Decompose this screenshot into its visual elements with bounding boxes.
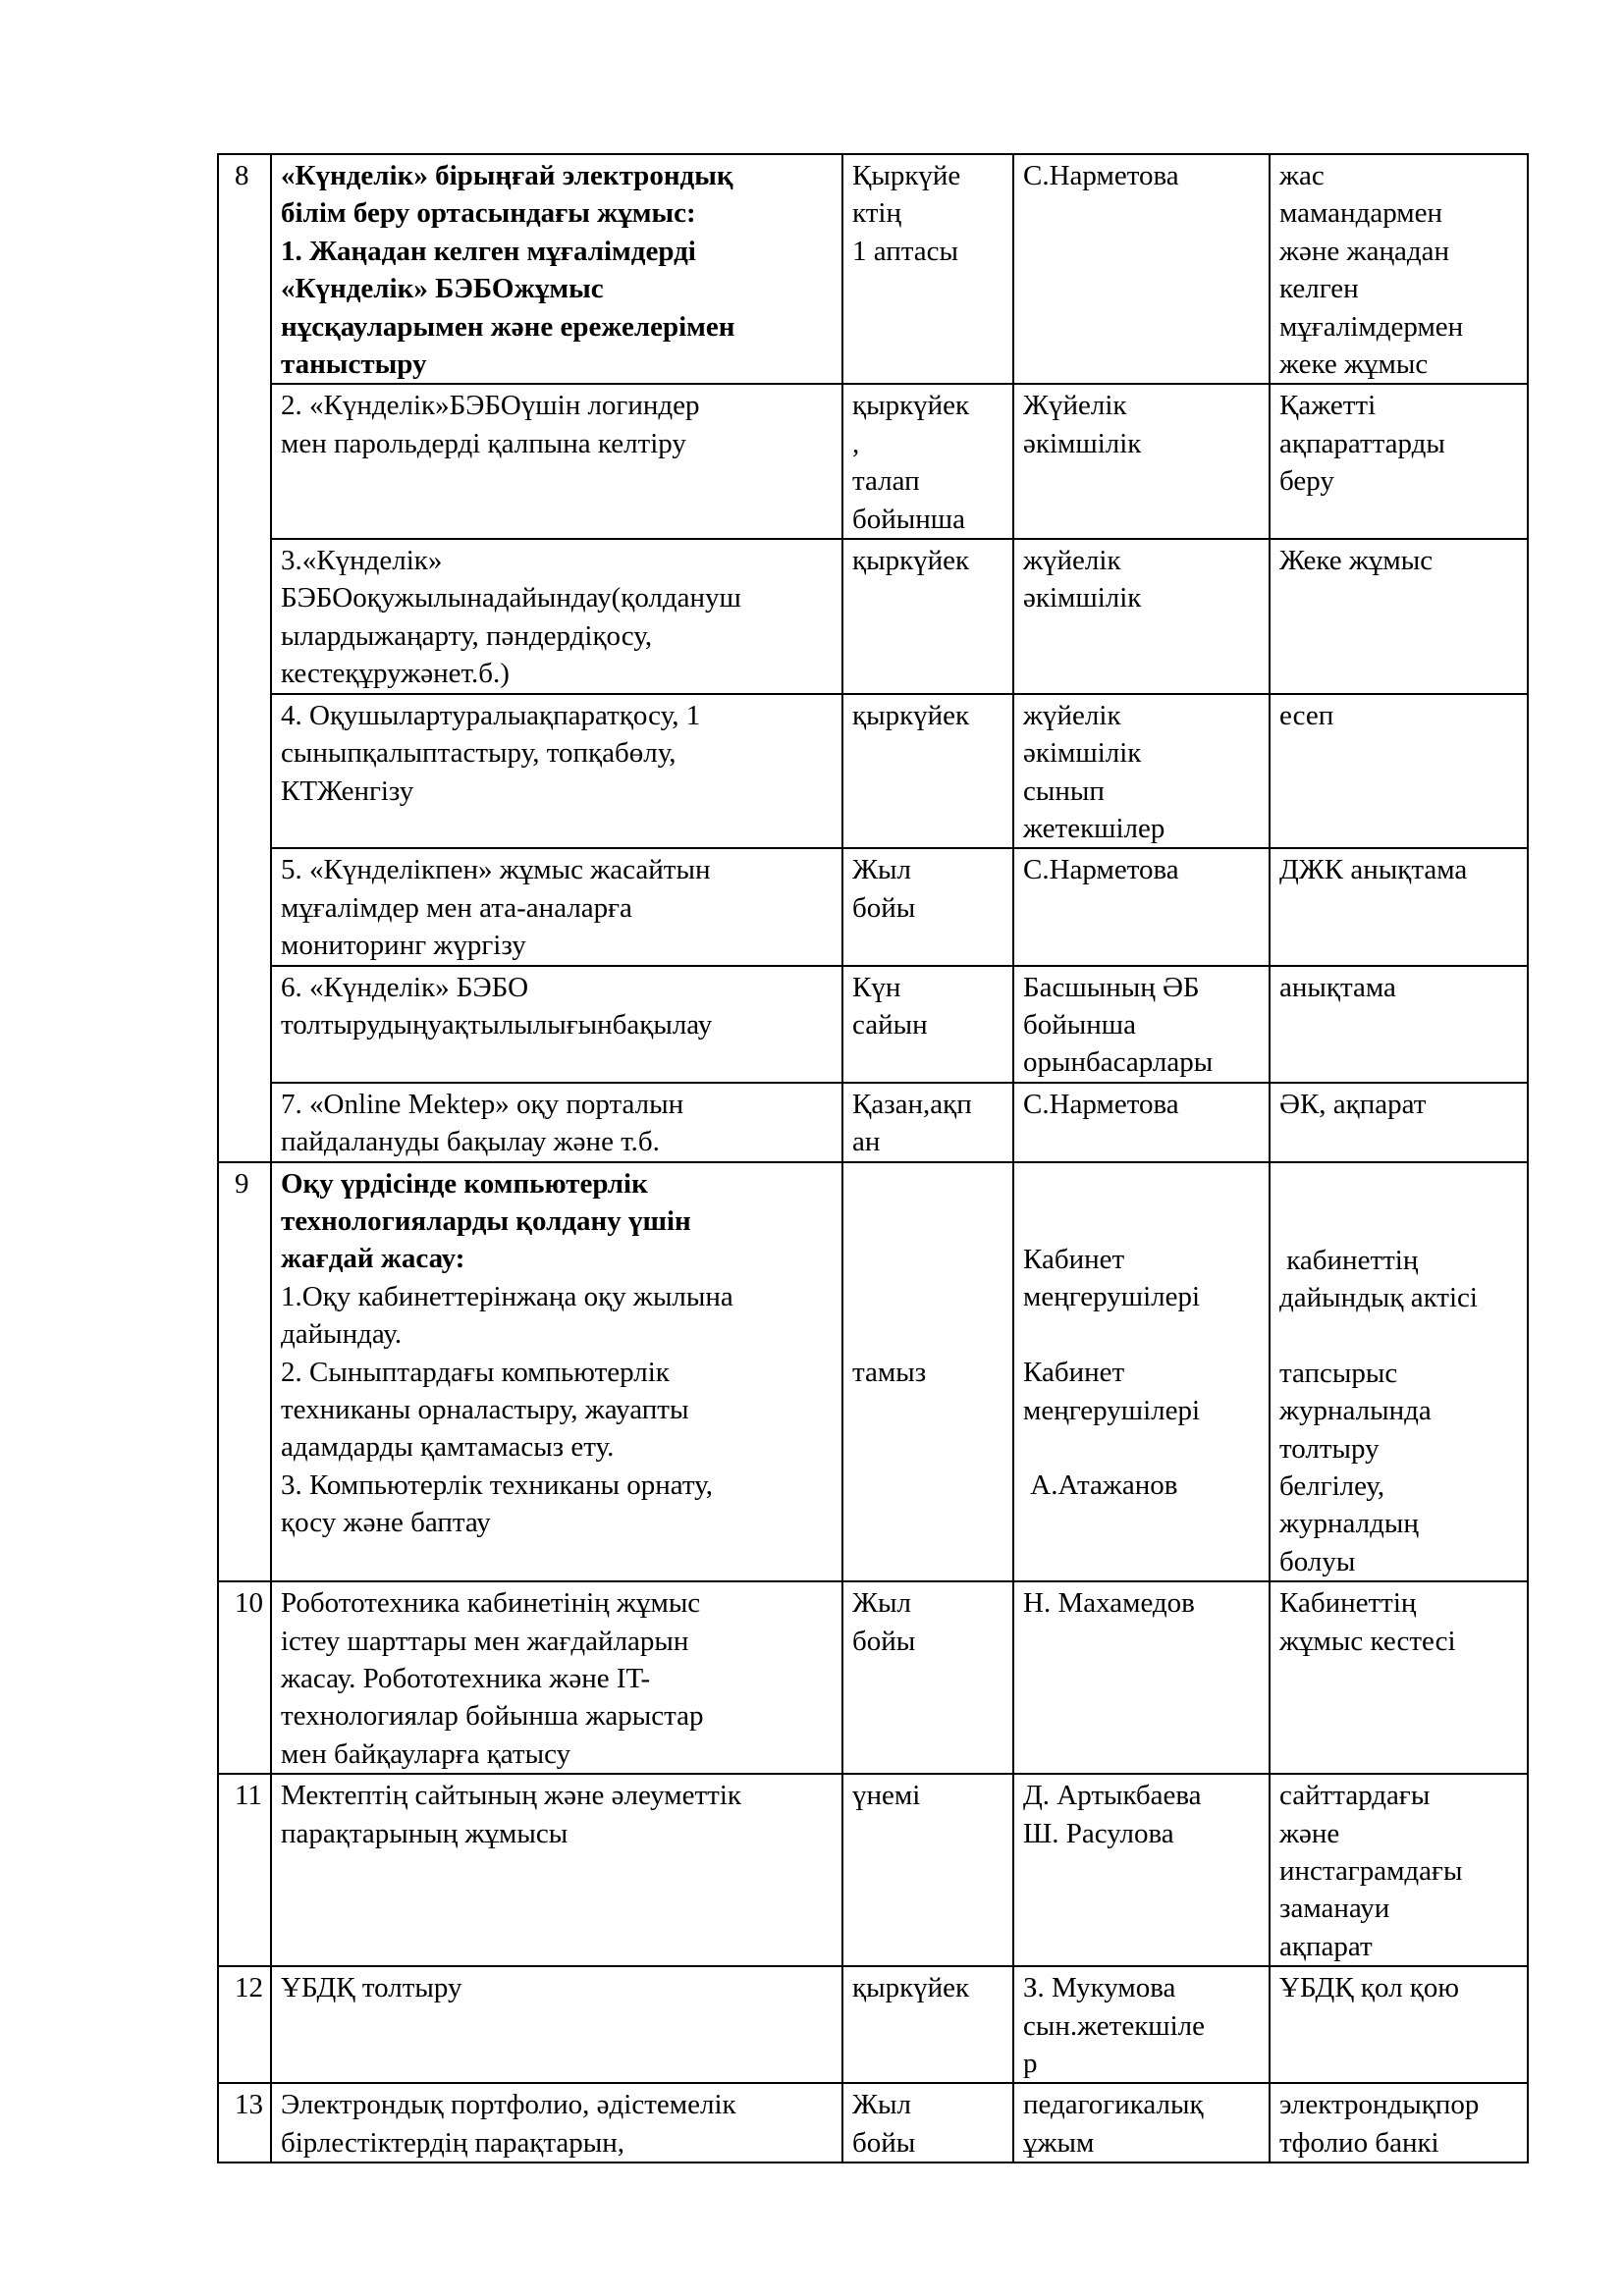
cell-line: кестеқұружәнет.б.)	[281, 658, 510, 690]
cell-line: Оқу үрдісінде компьютерлік	[281, 1167, 648, 1200]
cell-line: тамыз	[852, 1357, 927, 1389]
cell-line: заманауи	[1279, 1893, 1390, 1925]
task-cell	[271, 154, 842, 384]
cell-line: Жеке жұмыс	[1279, 545, 1434, 577]
cell-line: БЭБОоқужылынадайындау(қолдануш	[281, 582, 741, 614]
cell-line: Жыл	[852, 2089, 911, 2121]
table-row	[218, 1162, 1528, 1582]
cell-line: меңгерушілері	[1023, 1281, 1201, 1313]
term-cell	[842, 848, 1013, 965]
cell-line: бойы	[852, 1625, 916, 1657]
responsible-cell	[1013, 1966, 1270, 2083]
result-cell	[1270, 2083, 1528, 2163]
cell-line: толтырудыңуақтылылығынбақылау	[281, 1008, 713, 1041]
cell-line: есеп	[1279, 699, 1334, 731]
cell-line: 4. Оқушылартуралыақпаратқосу, 1	[281, 699, 701, 731]
cell-line: таныстыру	[281, 348, 427, 381]
cell-line: дайындау.	[281, 1318, 403, 1351]
row-number: 10	[218, 1581, 271, 1774]
cell-line: ҰБДҚ қол қою	[1279, 1972, 1460, 2004]
cell-line: журналдың	[1279, 1508, 1419, 1540]
cell-line: қосу және баптау	[281, 1507, 491, 1539]
responsible-cell	[1013, 1581, 1270, 1774]
cell-line: жүйелік	[1023, 545, 1121, 577]
cell-line: Кабинеттің	[1279, 1587, 1417, 1620]
cell-line: Робототехника кабинетінің жұмыс	[281, 1587, 701, 1620]
cell-line: мен парольдерді қалпына келтіру	[281, 427, 686, 459]
cell-line: орынбасарлары	[1023, 1046, 1214, 1079]
cell-line: журналында	[1279, 1395, 1432, 1427]
cell-line: сайын	[852, 1008, 928, 1041]
cell-line: әкімшілік	[1023, 582, 1142, 614]
table-row	[218, 154, 1528, 384]
cell-line: тапсырыс	[1279, 1357, 1398, 1389]
cell-line: ақпараттарды	[1279, 427, 1445, 459]
cell-line: пайдалануды бақылау және т.б.	[281, 1126, 660, 1158]
cell-line: З. Мукумова	[1023, 1972, 1176, 2004]
responsible-cell	[1013, 966, 1270, 1083]
cell-line: талап	[852, 465, 920, 498]
cell-line: мамандармен	[1279, 197, 1442, 230]
cell-line: мұғалімдермен	[1279, 310, 1464, 343]
result-cell	[1270, 384, 1528, 539]
cell-line	[1023, 1316, 1260, 1354]
cell-line: сынып	[1023, 774, 1105, 807]
result-cell	[1270, 848, 1528, 965]
task-body	[281, 1278, 833, 1542]
table-row	[218, 384, 1528, 539]
cell-line: адамдарды қамтамасыз ету.	[281, 1431, 615, 1464]
table-row	[218, 1966, 1528, 2083]
cell-line	[1023, 1429, 1260, 1467]
table-row	[218, 539, 1528, 694]
cell-line: технологиялар бойынша жарыстар	[281, 1700, 704, 1733]
cell-line: ктің	[852, 197, 901, 230]
cell-line: 1 аптасы	[852, 235, 959, 267]
cell-line: 5. «Күнделікпен» жұмыс жасайтын	[281, 854, 711, 886]
cell-line: «Күнделік» БЭБОжұмыс	[281, 273, 604, 305]
cell-line: қыркүйек	[852, 699, 970, 731]
cell-line: бойынша	[852, 503, 965, 535]
cell-line: ан	[852, 1126, 881, 1158]
task-cell	[271, 1581, 842, 1774]
cell-line: 7. «Online Mektep» оқу порталын	[281, 1088, 684, 1120]
responsible-cell	[1013, 694, 1270, 849]
cell-line: жас	[1279, 160, 1325, 191]
cell-line: мониторинг жүргізу	[281, 930, 526, 962]
cell-line: ,	[852, 427, 860, 459]
cell-line: КТЖенгізу	[281, 774, 414, 807]
work-plan-table	[217, 153, 1529, 2163]
cell-line: әкімшілік	[1023, 427, 1142, 459]
cell-line: бойы	[852, 891, 916, 924]
table-row	[218, 966, 1528, 1083]
cell-line: сын.жетекшіле	[1023, 2009, 1206, 2042]
responsible-cell	[1013, 384, 1270, 539]
cell-line: қыркүйек	[852, 545, 970, 577]
table-row	[218, 2083, 1528, 2163]
cell-line: бойынша	[1023, 1008, 1136, 1041]
cell-line: әкімшілік	[1023, 737, 1142, 770]
cell-line: педагогикалық	[1023, 2089, 1204, 2121]
cell-line: Электрондық портфолио, әдістемелік	[281, 2089, 736, 2121]
cell-line: «Күнделік» бірыңғай электрондық	[281, 160, 733, 191]
cell-line: мен байқауларға қатысу	[281, 1737, 571, 1770]
cell-line: меңгерушілері	[1023, 1394, 1201, 1426]
result-cell	[1270, 1966, 1528, 2083]
term-cell	[842, 2083, 1013, 2163]
cell-line: ДЖК анықтама	[1279, 854, 1468, 886]
cell-line: жетекшілер	[1023, 812, 1165, 844]
responsible-cell	[1013, 154, 1270, 384]
cell-line: 2. Сыныптардағы компьютерлік	[281, 1356, 670, 1388]
cell-line: Қажетті	[1279, 390, 1377, 422]
responsible-cell	[1013, 1774, 1270, 1966]
cell-line: электрондықпор	[1279, 2089, 1480, 2121]
cell-line: бойы	[852, 2126, 916, 2159]
table-row	[218, 694, 1528, 849]
cell-line: және жаңадан	[1279, 235, 1449, 267]
row-number: 12	[218, 1966, 271, 2083]
result-cell	[1270, 154, 1528, 384]
cell-line: белгілеу,	[1279, 1469, 1385, 1502]
cell-line: Кабинет	[1023, 1357, 1125, 1389]
cell-line: С.Нарметова	[1023, 160, 1179, 191]
cell-line	[1279, 1316, 1518, 1354]
term-cell	[842, 539, 1013, 694]
term-cell	[842, 384, 1013, 539]
cell-line: ұжым	[1023, 2126, 1095, 2159]
cell-line: Қазан,ақп	[852, 1088, 972, 1120]
cell-line: ӘК, ақпарат	[1279, 1088, 1427, 1120]
cell-line: тфолио банкі	[1279, 2126, 1439, 2159]
result-cell	[1270, 539, 1528, 694]
cell-line: сайттардағы	[1279, 1780, 1431, 1812]
row-number: 13	[218, 2083, 271, 2163]
term-cell	[842, 1162, 1013, 1582]
cell-line: р	[1023, 2048, 1038, 2080]
row-number: 8	[218, 154, 271, 1162]
term-cell	[842, 1774, 1013, 1966]
term-cell	[842, 966, 1013, 1083]
cell-line: С.Нарметова	[1023, 1088, 1179, 1120]
cell-line: бірлестіктердің парақтарын,	[281, 2126, 625, 2159]
cell-line: 2. «Күнделік»БЭБОүшін логиндер	[281, 390, 700, 422]
task-cell	[271, 1162, 842, 1582]
cell-line: сыныпқалыптастыру, топқабөлу,	[281, 737, 677, 770]
cell-line: жасау. Робототехника және IT-	[281, 1663, 651, 1695]
responsible-cell	[1013, 1083, 1270, 1162]
cell-line: ақпарат	[1279, 1930, 1373, 1962]
cell-line: 3.«Күнделік»	[281, 545, 443, 577]
cell-line: 3. Компьютерлік техниканы орнату,	[281, 1468, 714, 1501]
result-cell	[1270, 1581, 1528, 1774]
task-cell	[271, 384, 842, 539]
cell-line: жеке жұмыс	[1279, 348, 1429, 381]
task-cell	[271, 539, 842, 694]
cell-line: Жыл	[852, 854, 911, 886]
cell-line: білім беру ортасындағы жұмыс:	[281, 197, 696, 230]
cell-line: Күн	[852, 971, 901, 1003]
term-cell	[842, 1966, 1013, 2083]
task-cell	[271, 848, 842, 965]
table-row	[218, 1083, 1528, 1162]
cell-line: жағдай жасау:	[281, 1243, 465, 1275]
cell-line: Жүйелік	[1023, 390, 1127, 422]
task-cell	[271, 966, 842, 1083]
cell-line: парақтарының жұмысы	[281, 1817, 568, 1849]
cell-line: қыркүйек	[852, 390, 970, 422]
term-cell	[842, 1581, 1013, 1774]
responsible-cell	[1013, 848, 1270, 965]
cell-line: келген	[1279, 273, 1359, 305]
cell-line: істеу шарттары мен жағдайларын	[281, 1625, 689, 1657]
task-heading	[281, 1165, 833, 1278]
result-cell	[1270, 1083, 1528, 1162]
result-cell	[1270, 966, 1528, 1083]
cell-line: анықтама	[1279, 971, 1396, 1003]
cell-line: кабинеттің	[1279, 1244, 1419, 1276]
cell-line: Ш. Расулова	[1023, 1817, 1174, 1849]
cell-line: жұмыс кестесі	[1279, 1625, 1456, 1657]
cell-line: толтыру	[1279, 1432, 1380, 1465]
result-cell	[1270, 1162, 1528, 1582]
row-number: 9	[218, 1162, 271, 1582]
result-cell	[1270, 694, 1528, 849]
cell-line: 6. «Күнделік» БЭБО	[281, 971, 529, 1003]
table-row	[218, 1581, 1528, 1774]
cell-line: 1. Жаңадан келген мұғалімдерді	[281, 235, 696, 267]
cell-line: қыркүйек	[852, 1972, 970, 2004]
cell-line: Қыркүйе	[852, 160, 961, 191]
row-number: 11	[218, 1774, 271, 1966]
task-cell	[271, 694, 842, 849]
cell-line: Басшының ӘБ	[1023, 971, 1200, 1003]
cell-line: инстаграмдағы	[1279, 1855, 1463, 1888]
task-cell	[271, 1966, 842, 2083]
cell-line: нұсқауларымен және ережелерімен	[281, 310, 735, 343]
cell-line: С.Нарметова	[1023, 854, 1179, 886]
responsible-cell	[1013, 1162, 1270, 1582]
cell-line: беру	[1279, 465, 1334, 498]
cell-line: Н. Махамедов	[1023, 1587, 1195, 1620]
responsible-cell	[1013, 539, 1270, 694]
term-cell	[842, 154, 1013, 384]
cell-line: жүйелік	[1023, 699, 1121, 731]
responsible-cell	[1013, 2083, 1270, 2163]
cell-line: болуы	[1279, 1545, 1356, 1577]
term-cell	[842, 694, 1013, 849]
cell-line: үнемі	[852, 1780, 921, 1812]
result-cell	[1270, 1774, 1528, 1966]
cell-line: Жыл	[852, 1587, 911, 1620]
cell-line: ылардыжаңарту, пәндердіқосу,	[281, 619, 653, 652]
cell-line: А.Атажанов	[1023, 1469, 1178, 1502]
cell-line: дайындық актісі	[1279, 1281, 1478, 1313]
term-cell	[842, 1083, 1013, 1162]
task-cell	[271, 1083, 842, 1162]
cell-line: және	[1279, 1817, 1340, 1849]
table-row	[218, 1774, 1528, 1966]
task-cell	[271, 2083, 842, 2163]
cell-line: техниканы орналастыру, жауапты	[281, 1394, 689, 1425]
cell-line: Мектептің сайтының және әлеуметтік	[281, 1780, 741, 1812]
cell-line: мұғалімдер мен ата-аналарға	[281, 891, 632, 924]
cell-line: Д. Артыкбаева	[1023, 1780, 1202, 1812]
cell-line: ҰБДҚ толтыру	[281, 1972, 462, 2004]
cell-line: Кабинет	[1023, 1243, 1125, 1275]
task-cell	[271, 1774, 842, 1966]
cell-line: технологияларды қолдану үшін	[281, 1204, 691, 1237]
cell-line: 1.Оқу кабинеттерінжаңа оқу жылына	[281, 1280, 733, 1312]
table-row	[218, 848, 1528, 965]
